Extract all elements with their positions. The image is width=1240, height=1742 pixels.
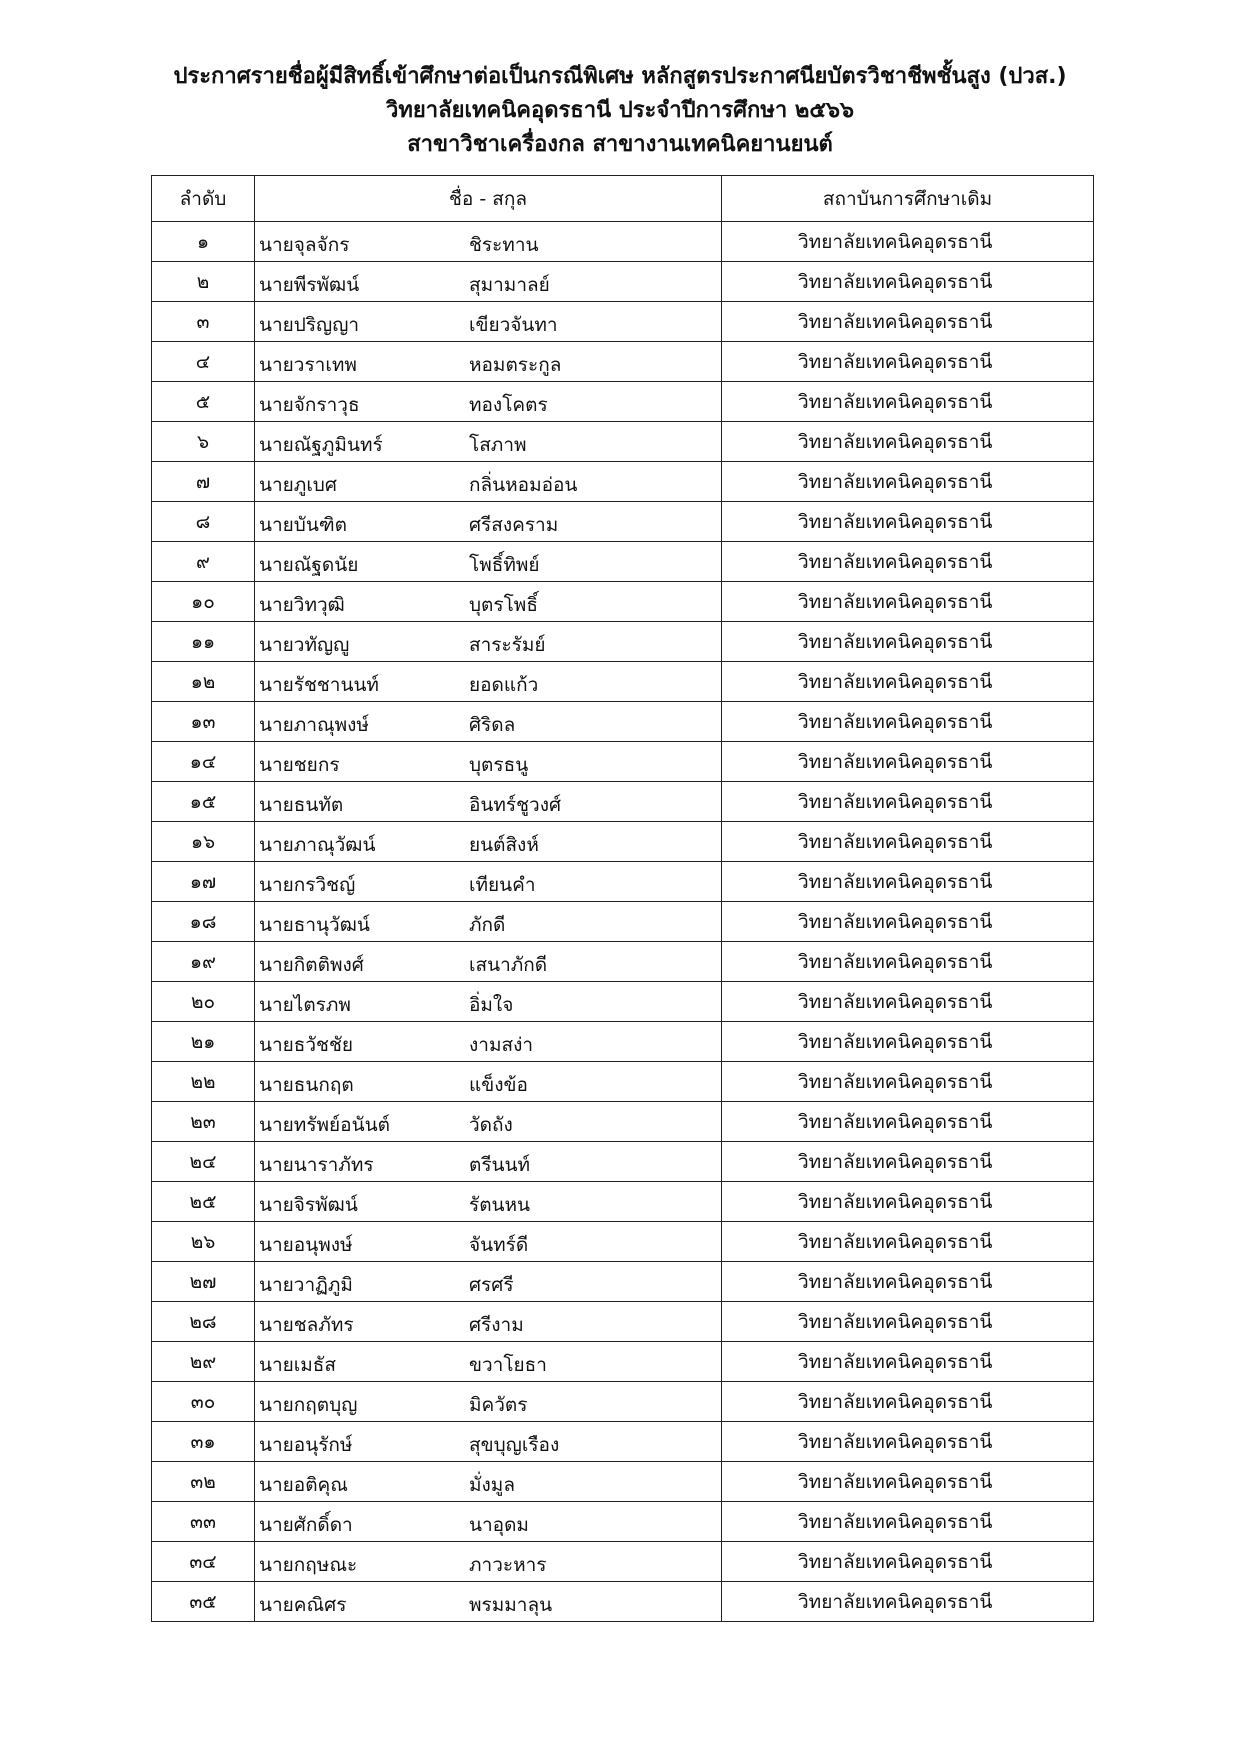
previous-school: วิทยาลัยเทคนิคอุดรธานี (722, 302, 1094, 342)
student-last-name: บุตรธนู (469, 754, 529, 776)
student-last-name: ชิระทาน (469, 234, 539, 256)
student-last-name: ภาวะหาร (469, 1554, 547, 1576)
table-row (152, 1102, 1094, 1142)
student-last-name: พรมมาลุน (469, 1594, 553, 1616)
table-row (152, 1022, 1094, 1062)
student-name-cell (255, 902, 722, 942)
student-first-name: นายณัฐภูมินทร์ (259, 434, 383, 456)
student-last-name: มั่งมูล (469, 1474, 515, 1496)
student-last-name: ยนต์สิงห์ (469, 834, 539, 856)
student-first-name: นายกรวิชญ์ (259, 874, 356, 896)
previous-school: วิทยาลัยเทคนิคอุดรธานี (722, 782, 1094, 822)
student-name-cell (255, 942, 722, 982)
student-first-name: นายรัชชานนท์ (259, 674, 379, 696)
student-first-name: นายเมธัส (259, 1354, 337, 1376)
student-last-name: อินทร์ชูวงศ์ (469, 794, 562, 816)
student-first-name: นายภาณุพงษ์ (259, 714, 369, 736)
table-row (152, 782, 1094, 822)
student-first-name: นายธวัชชัย (259, 1034, 353, 1056)
table-row (152, 1142, 1094, 1182)
student-last-name: ยอดแก้ว (469, 674, 539, 696)
table-row (152, 1182, 1094, 1222)
student-name-cell (255, 1582, 722, 1622)
student-last-name: ศรีสงคราม (469, 514, 559, 536)
table-row (152, 542, 1094, 582)
previous-school: วิทยาลัยเทคนิคอุดรธานี (722, 1382, 1094, 1422)
row-number: ๑๒ (152, 662, 255, 702)
table-row (152, 982, 1094, 1022)
table-row (152, 342, 1094, 382)
previous-school: วิทยาลัยเทคนิคอุดรธานี (722, 1542, 1094, 1582)
row-number: ๓๑ (152, 1422, 255, 1462)
student-last-name: มิควัตร (469, 1394, 528, 1416)
table-row (152, 302, 1094, 342)
student-name-cell (255, 342, 722, 382)
table-row (152, 262, 1094, 302)
student-last-name: สุขบุญเรือง (469, 1434, 560, 1456)
row-number: ๕ (152, 382, 255, 422)
student-last-name: ศรีงาม (469, 1314, 524, 1336)
student-name-cell (255, 1462, 722, 1502)
student-first-name: นายพีรพัฒน์ (259, 274, 360, 296)
student-last-name: ศิริดล (469, 714, 516, 736)
student-first-name: นายวิทวุฒิ (259, 594, 345, 616)
student-last-name: เสนาภักดี (469, 954, 548, 976)
student-first-name: นายอติคุณ (259, 1474, 348, 1496)
previous-school: วิทยาลัยเทคนิคอุดรธานี (722, 382, 1094, 422)
row-number: ๖ (152, 422, 255, 462)
student-name-cell (255, 1502, 722, 1542)
row-number: ๘ (152, 502, 255, 542)
table-row (152, 742, 1094, 782)
student-first-name: นายทรัพย์อนันต์ (259, 1114, 390, 1136)
previous-school: วิทยาลัยเทคนิคอุดรธานี (722, 1102, 1094, 1142)
row-number: ๑๐ (152, 582, 255, 622)
student-name-cell (255, 1422, 722, 1462)
table-row (152, 382, 1094, 422)
table-row (152, 582, 1094, 622)
document-header (0, 60, 1240, 162)
student-name-cell (255, 582, 722, 622)
student-last-name: จันทร์ดี (469, 1234, 529, 1256)
row-number: ๑๙ (152, 942, 255, 982)
table-row (152, 902, 1094, 942)
student-last-name: บุตรโพธิ์ (469, 594, 538, 616)
row-number: ๙ (152, 542, 255, 582)
row-number: ๔ (152, 342, 255, 382)
student-name-cell (255, 1382, 722, 1422)
student-last-name: หอมตระกูล (469, 354, 562, 376)
row-number: ๓๓ (152, 1502, 255, 1542)
previous-school: วิทยาลัยเทคนิคอุดรธานี (722, 702, 1094, 742)
table-row (152, 1542, 1094, 1582)
row-number: ๑๗ (152, 862, 255, 902)
previous-school: วิทยาลัยเทคนิคอุดรธานี (722, 1302, 1094, 1342)
student-name-cell (255, 422, 722, 462)
student-name-cell (255, 502, 722, 542)
table-row (152, 822, 1094, 862)
student-name-cell (255, 462, 722, 502)
previous-school: วิทยาลัยเทคนิคอุดรธานี (722, 502, 1094, 542)
table-body (152, 222, 1094, 1622)
student-first-name: นายจิรพัฒน์ (259, 1194, 358, 1216)
previous-school: วิทยาลัยเทคนิคอุดรธานี (722, 1142, 1094, 1182)
student-last-name: โพธิ์ทิพย์ (469, 554, 540, 576)
student-first-name: นายปริญญา (259, 314, 360, 336)
student-first-name: นายชลภัทร (259, 1314, 354, 1336)
previous-school: วิทยาลัยเทคนิคอุดรธานี (722, 1462, 1094, 1502)
previous-school: วิทยาลัยเทคนิคอุดรธานี (722, 462, 1094, 502)
student-first-name: นายศักดิ์ดา (259, 1514, 353, 1536)
table-row (152, 862, 1094, 902)
previous-school: วิทยาลัยเทคนิคอุดรธานี (722, 1582, 1094, 1622)
table-row (152, 1302, 1094, 1342)
student-name-cell (255, 1542, 722, 1582)
table-row (152, 1422, 1094, 1462)
header-row (152, 176, 1094, 222)
student-last-name: งามสง่า (469, 1034, 534, 1056)
row-number: ๒ (152, 262, 255, 302)
header-college-year: วิทยาลัยเทคนิคอุดรธานี ประจำปีการศึกษา ๒๕๖๖ (386, 98, 854, 123)
student-first-name: นายจักราวุธ (259, 394, 360, 416)
row-number: ๓๐ (152, 1382, 255, 1422)
row-number: ๒๑ (152, 1022, 255, 1062)
student-name-cell (255, 622, 722, 662)
table-row (152, 1462, 1094, 1502)
student-first-name: นายวาฏิภูมิ (259, 1274, 353, 1296)
student-first-name: นายวทัญญู (259, 634, 350, 656)
previous-school: วิทยาลัยเทคนิคอุดรธานี (722, 1422, 1094, 1462)
row-number: ๒๕ (152, 1182, 255, 1222)
row-number: ๒๒ (152, 1062, 255, 1102)
previous-school: วิทยาลัยเทคนิคอุดรธานี (722, 942, 1094, 982)
student-name-cell (255, 782, 722, 822)
student-last-name: ทองโคตร (469, 394, 548, 416)
student-first-name: นายกิตติพงศ์ (259, 954, 364, 976)
student-first-name: นายกฤษณะ (259, 1554, 358, 1576)
column-header-order: ลำดับ (152, 176, 255, 222)
student-name-cell (255, 862, 722, 902)
student-first-name: นายธนกฤต (259, 1074, 354, 1096)
student-last-name: โสภาพ (469, 434, 527, 456)
student-first-name: นายไตรภพ (259, 994, 351, 1016)
previous-school: วิทยาลัยเทคนิคอุดรธานี (722, 1342, 1094, 1382)
previous-school: วิทยาลัยเทคนิคอุดรธานี (722, 582, 1094, 622)
student-last-name: ขวาโยธา (469, 1354, 547, 1376)
student-name-cell (255, 222, 722, 262)
student-first-name: นายกฤตบุญ (259, 1394, 358, 1416)
table-row (152, 1222, 1094, 1262)
row-number: ๒๓ (152, 1102, 255, 1142)
student-first-name: นายวราเทพ (259, 354, 357, 376)
previous-school: วิทยาลัยเทคนิคอุดรธานี (722, 862, 1094, 902)
table-row (152, 1382, 1094, 1422)
student-name-cell (255, 742, 722, 782)
row-number: ๑๔ (152, 742, 255, 782)
student-first-name: นายธนทัต (259, 794, 344, 816)
student-first-name: นายอนุพงษ์ (259, 1234, 353, 1256)
previous-school: วิทยาลัยเทคนิคอุดรธานี (722, 1022, 1094, 1062)
student-name-cell (255, 1062, 722, 1102)
student-last-name: ภักดี (469, 914, 506, 936)
student-first-name: นายณัฐดนัย (259, 554, 359, 576)
table-row (152, 462, 1094, 502)
student-last-name: สาระรัมย์ (469, 634, 546, 656)
row-number: ๒๘ (152, 1302, 255, 1342)
previous-school: วิทยาลัยเทคนิคอุดรธานี (722, 902, 1094, 942)
student-first-name: นายธานุวัฒน์ (259, 914, 370, 936)
previous-school: วิทยาลัยเทคนิคอุดรธานี (722, 1062, 1094, 1102)
student-last-name: ศรศรี (469, 1274, 514, 1296)
row-number: ๑๕ (152, 782, 255, 822)
table-row (152, 1062, 1094, 1102)
previous-school: วิทยาลัยเทคนิคอุดรธานี (722, 542, 1094, 582)
table-row (152, 1502, 1094, 1542)
student-list-table (151, 175, 1094, 1622)
previous-school: วิทยาลัยเทคนิคอุดรธานี (722, 422, 1094, 462)
student-last-name: สุมามาลย์ (469, 274, 550, 296)
student-name-cell (255, 302, 722, 342)
previous-school: วิทยาลัยเทคนิคอุดรธานี (722, 1262, 1094, 1302)
student-last-name: อิ่มใจ (469, 994, 514, 1016)
previous-school: วิทยาลัยเทคนิคอุดรธานี (722, 982, 1094, 1022)
student-last-name: รัตนหน (469, 1194, 531, 1216)
student-last-name: วัดถัง (469, 1114, 513, 1136)
student-last-name: ตรีนนท์ (469, 1154, 531, 1176)
row-number: ๒๙ (152, 1342, 255, 1382)
student-last-name: เทียนคำ (469, 874, 536, 896)
table-row (152, 702, 1094, 742)
student-first-name: นายภูเบศ (259, 474, 337, 496)
student-first-name: นายคณิศร (259, 1594, 347, 1616)
header-major: สาขาวิชาเครื่องกล สาขางานเทคนิคยานยนต์ (407, 132, 833, 157)
student-name-cell (255, 822, 722, 862)
student-name-cell (255, 1342, 722, 1382)
row-number: ๓๔ (152, 1542, 255, 1582)
student-list-table-wrapper (151, 175, 1094, 1622)
table-row (152, 622, 1094, 662)
table-row (152, 422, 1094, 462)
student-last-name: แข็งข้อ (469, 1074, 528, 1096)
table-row (152, 1582, 1094, 1622)
previous-school: วิทยาลัยเทคนิคอุดรธานี (722, 342, 1094, 382)
previous-school: วิทยาลัยเทคนิคอุดรธานี (722, 1222, 1094, 1262)
row-number: ๒๔ (152, 1142, 255, 1182)
table-row (152, 1342, 1094, 1382)
previous-school: วิทยาลัยเทคนิคอุดรธานี (722, 1502, 1094, 1542)
student-first-name: นายภาณุวัฒน์ (259, 834, 376, 856)
student-name-cell (255, 1102, 722, 1142)
student-name-cell (255, 1302, 722, 1342)
row-number: ๑๘ (152, 902, 255, 942)
row-number: ๒๗ (152, 1262, 255, 1302)
student-name-cell (255, 662, 722, 702)
student-first-name: นายนาราภัทร (259, 1154, 374, 1176)
column-header-name: ชื่อ - สกุล (255, 176, 722, 222)
table-row (152, 222, 1094, 262)
student-first-name: นายชยกร (259, 754, 340, 776)
table-row (152, 942, 1094, 982)
row-number: ๓๒ (152, 1462, 255, 1502)
row-number: ๒๐ (152, 982, 255, 1022)
previous-school: วิทยาลัยเทคนิคอุดรธานี (722, 822, 1094, 862)
table-row (152, 662, 1094, 702)
column-header-school: สถาบันการศึกษาเดิม (722, 176, 1094, 222)
student-name-cell (255, 382, 722, 422)
table-row (152, 502, 1094, 542)
table-row (152, 1262, 1094, 1302)
student-last-name: กลิ่นหอมอ่อน (469, 474, 578, 496)
student-name-cell (255, 1182, 722, 1222)
student-first-name: นายอนุรักษ์ (259, 1434, 353, 1456)
student-first-name: นายบันฑิต (259, 514, 347, 536)
student-last-name: นาอุดม (469, 1514, 529, 1536)
student-name-cell (255, 1142, 722, 1182)
row-number: ๑๓ (152, 702, 255, 742)
row-number: ๓ (152, 302, 255, 342)
student-name-cell (255, 1022, 722, 1062)
row-number: ๑ (152, 222, 255, 262)
previous-school: วิทยาลัยเทคนิคอุดรธานี (722, 262, 1094, 302)
student-first-name: นายจุลจักร (259, 234, 350, 256)
student-name-cell (255, 982, 722, 1022)
student-name-cell (255, 1262, 722, 1302)
row-number: ๓๕ (152, 1582, 255, 1622)
previous-school: วิทยาลัยเทคนิคอุดรธานี (722, 742, 1094, 782)
previous-school: วิทยาลัยเทคนิคอุดรธานี (722, 222, 1094, 262)
previous-school: วิทยาลัยเทคนิคอุดรธานี (722, 662, 1094, 702)
student-name-cell (255, 542, 722, 582)
row-number: ๒๖ (152, 1222, 255, 1262)
student-last-name: เขียวจันทา (469, 314, 558, 336)
student-name-cell (255, 702, 722, 742)
header-title: ประกาศรายชื่อผู้มีสิทธิ์เข้าศึกษาต่อเป็นกรณีพิเศษ หลักสูตรประกาศนียบัตรวิชาชีพชั้นสูง (ปวส.) (173, 64, 1067, 89)
row-number: ๑๖ (152, 822, 255, 862)
row-number: ๑๑ (152, 622, 255, 662)
row-number: ๗ (152, 462, 255, 502)
student-name-cell (255, 1222, 722, 1262)
previous-school: วิทยาลัยเทคนิคอุดรธานี (722, 1182, 1094, 1222)
previous-school: วิทยาลัยเทคนิคอุดรธานี (722, 622, 1094, 662)
table-header (152, 176, 1094, 222)
student-name-cell (255, 262, 722, 302)
